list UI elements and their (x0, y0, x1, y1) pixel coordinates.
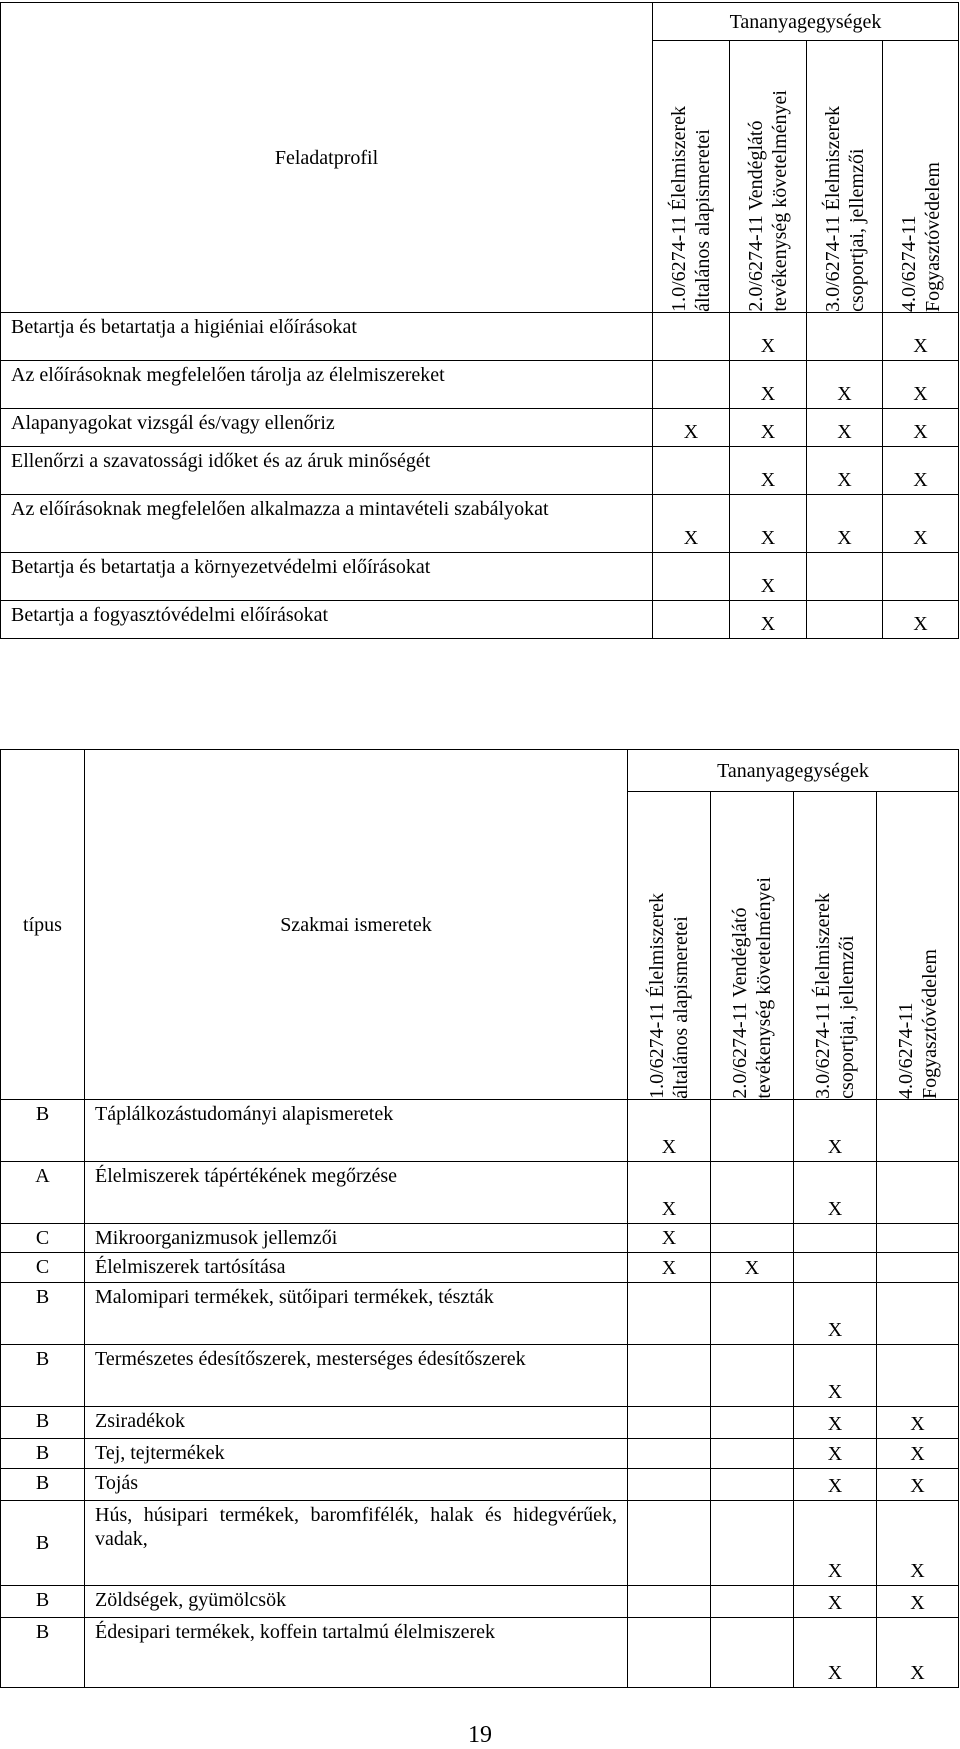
mark-cell (877, 1253, 959, 1283)
type-cell: B (1, 1501, 85, 1586)
column-header-line: Fogyasztóvédelem (918, 949, 941, 1099)
type-cell: B (1, 1586, 85, 1618)
tipus-header: típus (1, 750, 85, 1100)
mark-cell: X (653, 495, 730, 553)
knowledge-label: Zsiradékok (85, 1407, 628, 1439)
mark-cell: X (730, 553, 807, 601)
mark-cell (653, 313, 730, 361)
mark-cell: X (794, 1162, 877, 1224)
column-header-1 (653, 41, 730, 313)
column-header-line: 3.0/6274-11 Élelmiszerek (812, 893, 834, 1099)
column-header-2 (730, 41, 807, 313)
mark-cell: X (730, 447, 807, 495)
mark-cell: X (807, 495, 883, 553)
column-header-3 (794, 792, 877, 1100)
type-cell: C (1, 1224, 85, 1253)
mark-cell: X (730, 495, 807, 553)
mark-cell (877, 1100, 959, 1162)
mark-cell (711, 1618, 794, 1688)
feladatprofil-table-body (1, 3, 959, 639)
mark-cell: X (794, 1501, 877, 1586)
column-header-2 (711, 792, 794, 1100)
tananyagegysegek-header-2: Tananyagegységek (628, 750, 959, 792)
mark-cell: X (877, 1618, 959, 1688)
type-cell: B (1, 1618, 85, 1688)
mark-cell: X (807, 447, 883, 495)
mark-cell: X (807, 409, 883, 447)
mark-cell (653, 447, 730, 495)
szakmai-ismeretek-table-body (1, 750, 959, 1688)
column-header-line: csoportjai, jellemzői (836, 935, 858, 1099)
mark-cell (628, 1501, 711, 1586)
mark-cell: X (807, 361, 883, 409)
mark-cell (711, 1439, 794, 1469)
column-header-line: tevékenység követelményei (753, 877, 775, 1099)
mark-cell (711, 1224, 794, 1253)
knowledge-label: Édesipari termékek, koffein tartalmú élelmiszerek (85, 1618, 628, 1688)
mark-cell (628, 1618, 711, 1688)
type-cell: B (1, 1469, 85, 1501)
mark-cell: X (877, 1469, 959, 1501)
mark-cell: X (794, 1618, 877, 1688)
table-row (1, 1253, 959, 1283)
table-row (1, 1501, 959, 1586)
mark-cell: X (730, 361, 807, 409)
mark-cell (877, 1283, 959, 1345)
mark-cell (711, 1469, 794, 1501)
feladatprofil-header: Feladatprofil (1, 3, 653, 313)
task-label: Ellenőrzi a szavatossági időket és az áruk minőségét (1, 447, 653, 495)
mark-cell: X (794, 1469, 877, 1501)
type-cell: B (1, 1100, 85, 1162)
mark-cell: X (877, 1439, 959, 1469)
mark-cell (877, 1224, 959, 1253)
mark-cell (711, 1283, 794, 1345)
column-header-line: 1.0/6274-11 Élelmiszerek (668, 106, 690, 312)
page-number: 19 (468, 1722, 492, 1748)
mark-cell (877, 1162, 959, 1224)
task-label: Az előírásoknak megfelelően tárolja az élelmiszereket (1, 361, 653, 409)
table-row (1, 1100, 959, 1162)
mark-cell (628, 1407, 711, 1439)
mark-cell (653, 553, 730, 601)
feladatprofil-table (0, 2, 959, 639)
type-cell: B (1, 1439, 85, 1469)
column-header-line: 2.0/6274-11 Vendéglátó (745, 120, 767, 312)
mark-cell: X (730, 313, 807, 361)
type-cell: B (1, 1407, 85, 1439)
table-row (1, 553, 959, 601)
mark-cell (628, 1586, 711, 1618)
table-row (1, 313, 959, 361)
szakmai-ismeretek-table (0, 749, 959, 1688)
mark-cell: X (628, 1253, 711, 1283)
table-row (1, 447, 959, 495)
knowledge-label: Mikroorganizmusok jellemzői (85, 1224, 628, 1253)
knowledge-label: Tojás (85, 1469, 628, 1501)
mark-cell (711, 1345, 794, 1407)
mark-cell: X (711, 1253, 794, 1283)
tananyagegysegek-header: Tananyagegységek (653, 3, 959, 41)
mark-cell: X (877, 1501, 959, 1586)
table-row (1, 1407, 959, 1439)
table-row (1, 1586, 959, 1618)
knowledge-label: Tej, tejtermékek (85, 1439, 628, 1469)
task-label: Az előírásoknak megfelelően alkalmazza a mintavételi szabályokat (1, 495, 653, 553)
column-header-1 (628, 792, 711, 1100)
table-row (1, 1618, 959, 1688)
mark-cell (711, 1501, 794, 1586)
mark-cell (628, 1345, 711, 1407)
mark-cell (807, 553, 883, 601)
mark-cell: X (653, 409, 730, 447)
table-row (1, 1224, 959, 1253)
mark-cell: X (794, 1407, 877, 1439)
knowledge-label: Élelmiszerek tápértékének megőrzése (85, 1162, 628, 1224)
table-row (1, 601, 959, 639)
column-header-line: 3.0/6274-11 Élelmiszerek (821, 106, 844, 312)
type-cell: B (1, 1345, 85, 1407)
mark-cell: X (883, 409, 959, 447)
mark-cell: X (628, 1162, 711, 1224)
column-header-line: csoportjai, jellemzői (845, 148, 868, 312)
mark-cell: X (730, 601, 807, 639)
type-cell: A (1, 1162, 85, 1224)
mark-cell (883, 553, 959, 601)
mark-cell (807, 313, 883, 361)
table-row (1, 1345, 959, 1407)
mark-cell (711, 1100, 794, 1162)
mark-cell: X (883, 447, 959, 495)
knowledge-label: Malomipari termékek, sütőipari termékek, tészták (85, 1283, 628, 1345)
task-label: Betartja és betartatja a környezetvédelmi előírásokat (1, 553, 653, 601)
mark-cell: X (794, 1283, 877, 1345)
mark-cell: X (730, 409, 807, 447)
type-cell: C (1, 1253, 85, 1283)
mark-cell (711, 1162, 794, 1224)
mark-cell: X (877, 1586, 959, 1618)
mark-cell: X (883, 361, 959, 409)
mark-cell (653, 361, 730, 409)
mark-cell (877, 1345, 959, 1407)
column-header-line: 2.0/6274-11 Vendéglátó (729, 907, 751, 1099)
mark-cell (794, 1224, 877, 1253)
table-row (1, 1469, 959, 1501)
column-header-line: általános alapismeretei (692, 129, 714, 312)
column-header-line: 4.0/6274-11 (897, 215, 920, 312)
column-header-4 (877, 792, 959, 1100)
column-header-line: Fogyasztóvédelem (921, 162, 944, 312)
mark-cell: X (794, 1345, 877, 1407)
knowledge-label: Táplálkozástudományi alapismeretek (85, 1100, 628, 1162)
knowledge-label: Élelmiszerek tartósítása (85, 1253, 628, 1283)
mark-cell (628, 1439, 711, 1469)
mark-cell (711, 1586, 794, 1618)
mark-cell: X (883, 313, 959, 361)
table-row (1, 361, 959, 409)
mark-cell: X (794, 1439, 877, 1469)
table-row (1, 1162, 959, 1224)
mark-cell (628, 1469, 711, 1501)
table-row (1, 495, 959, 553)
task-label: Betartja és betartatja a higiéniai előírásokat (1, 313, 653, 361)
column-header-3 (807, 41, 883, 313)
column-header-line: tevékenység követelményei (769, 90, 791, 312)
table-row (1, 1283, 959, 1345)
column-header-4 (883, 41, 959, 313)
column-header-line: 4.0/6274-11 (894, 1002, 917, 1099)
mark-cell: X (877, 1407, 959, 1439)
mark-cell (794, 1253, 877, 1283)
mark-cell: X (794, 1586, 877, 1618)
mark-cell (653, 601, 730, 639)
mark-cell: X (883, 495, 959, 553)
mark-cell (711, 1407, 794, 1439)
mark-cell: X (794, 1100, 877, 1162)
column-header-line: 1.0/6274-11 Élelmiszerek (646, 893, 668, 1099)
mark-cell (807, 601, 883, 639)
mark-cell: X (883, 601, 959, 639)
knowledge-label: Természetes édesítőszerek, mesterséges édesítőszerek (85, 1345, 628, 1407)
column-header-line: általános alapismeretei (670, 916, 692, 1099)
task-label: Betartja a fogyasztóvédelmi előírásokat (1, 601, 653, 639)
task-label: Alapanyagokat vizsgál és/vagy ellenőriz (1, 409, 653, 447)
type-cell: B (1, 1283, 85, 1345)
mark-cell: X (628, 1100, 711, 1162)
szakmai-ismeretek-header: Szakmai ismeretek (85, 750, 628, 1100)
mark-cell (628, 1283, 711, 1345)
knowledge-label: Zöldségek, gyümölcsök (85, 1586, 628, 1618)
mark-cell: X (628, 1224, 711, 1253)
table-row (1, 409, 959, 447)
table-row (1, 1439, 959, 1469)
knowledge-label: Hús, húsipari termékek, baromfifélék, halak és hidegvérűek, vadak, (85, 1501, 628, 1586)
